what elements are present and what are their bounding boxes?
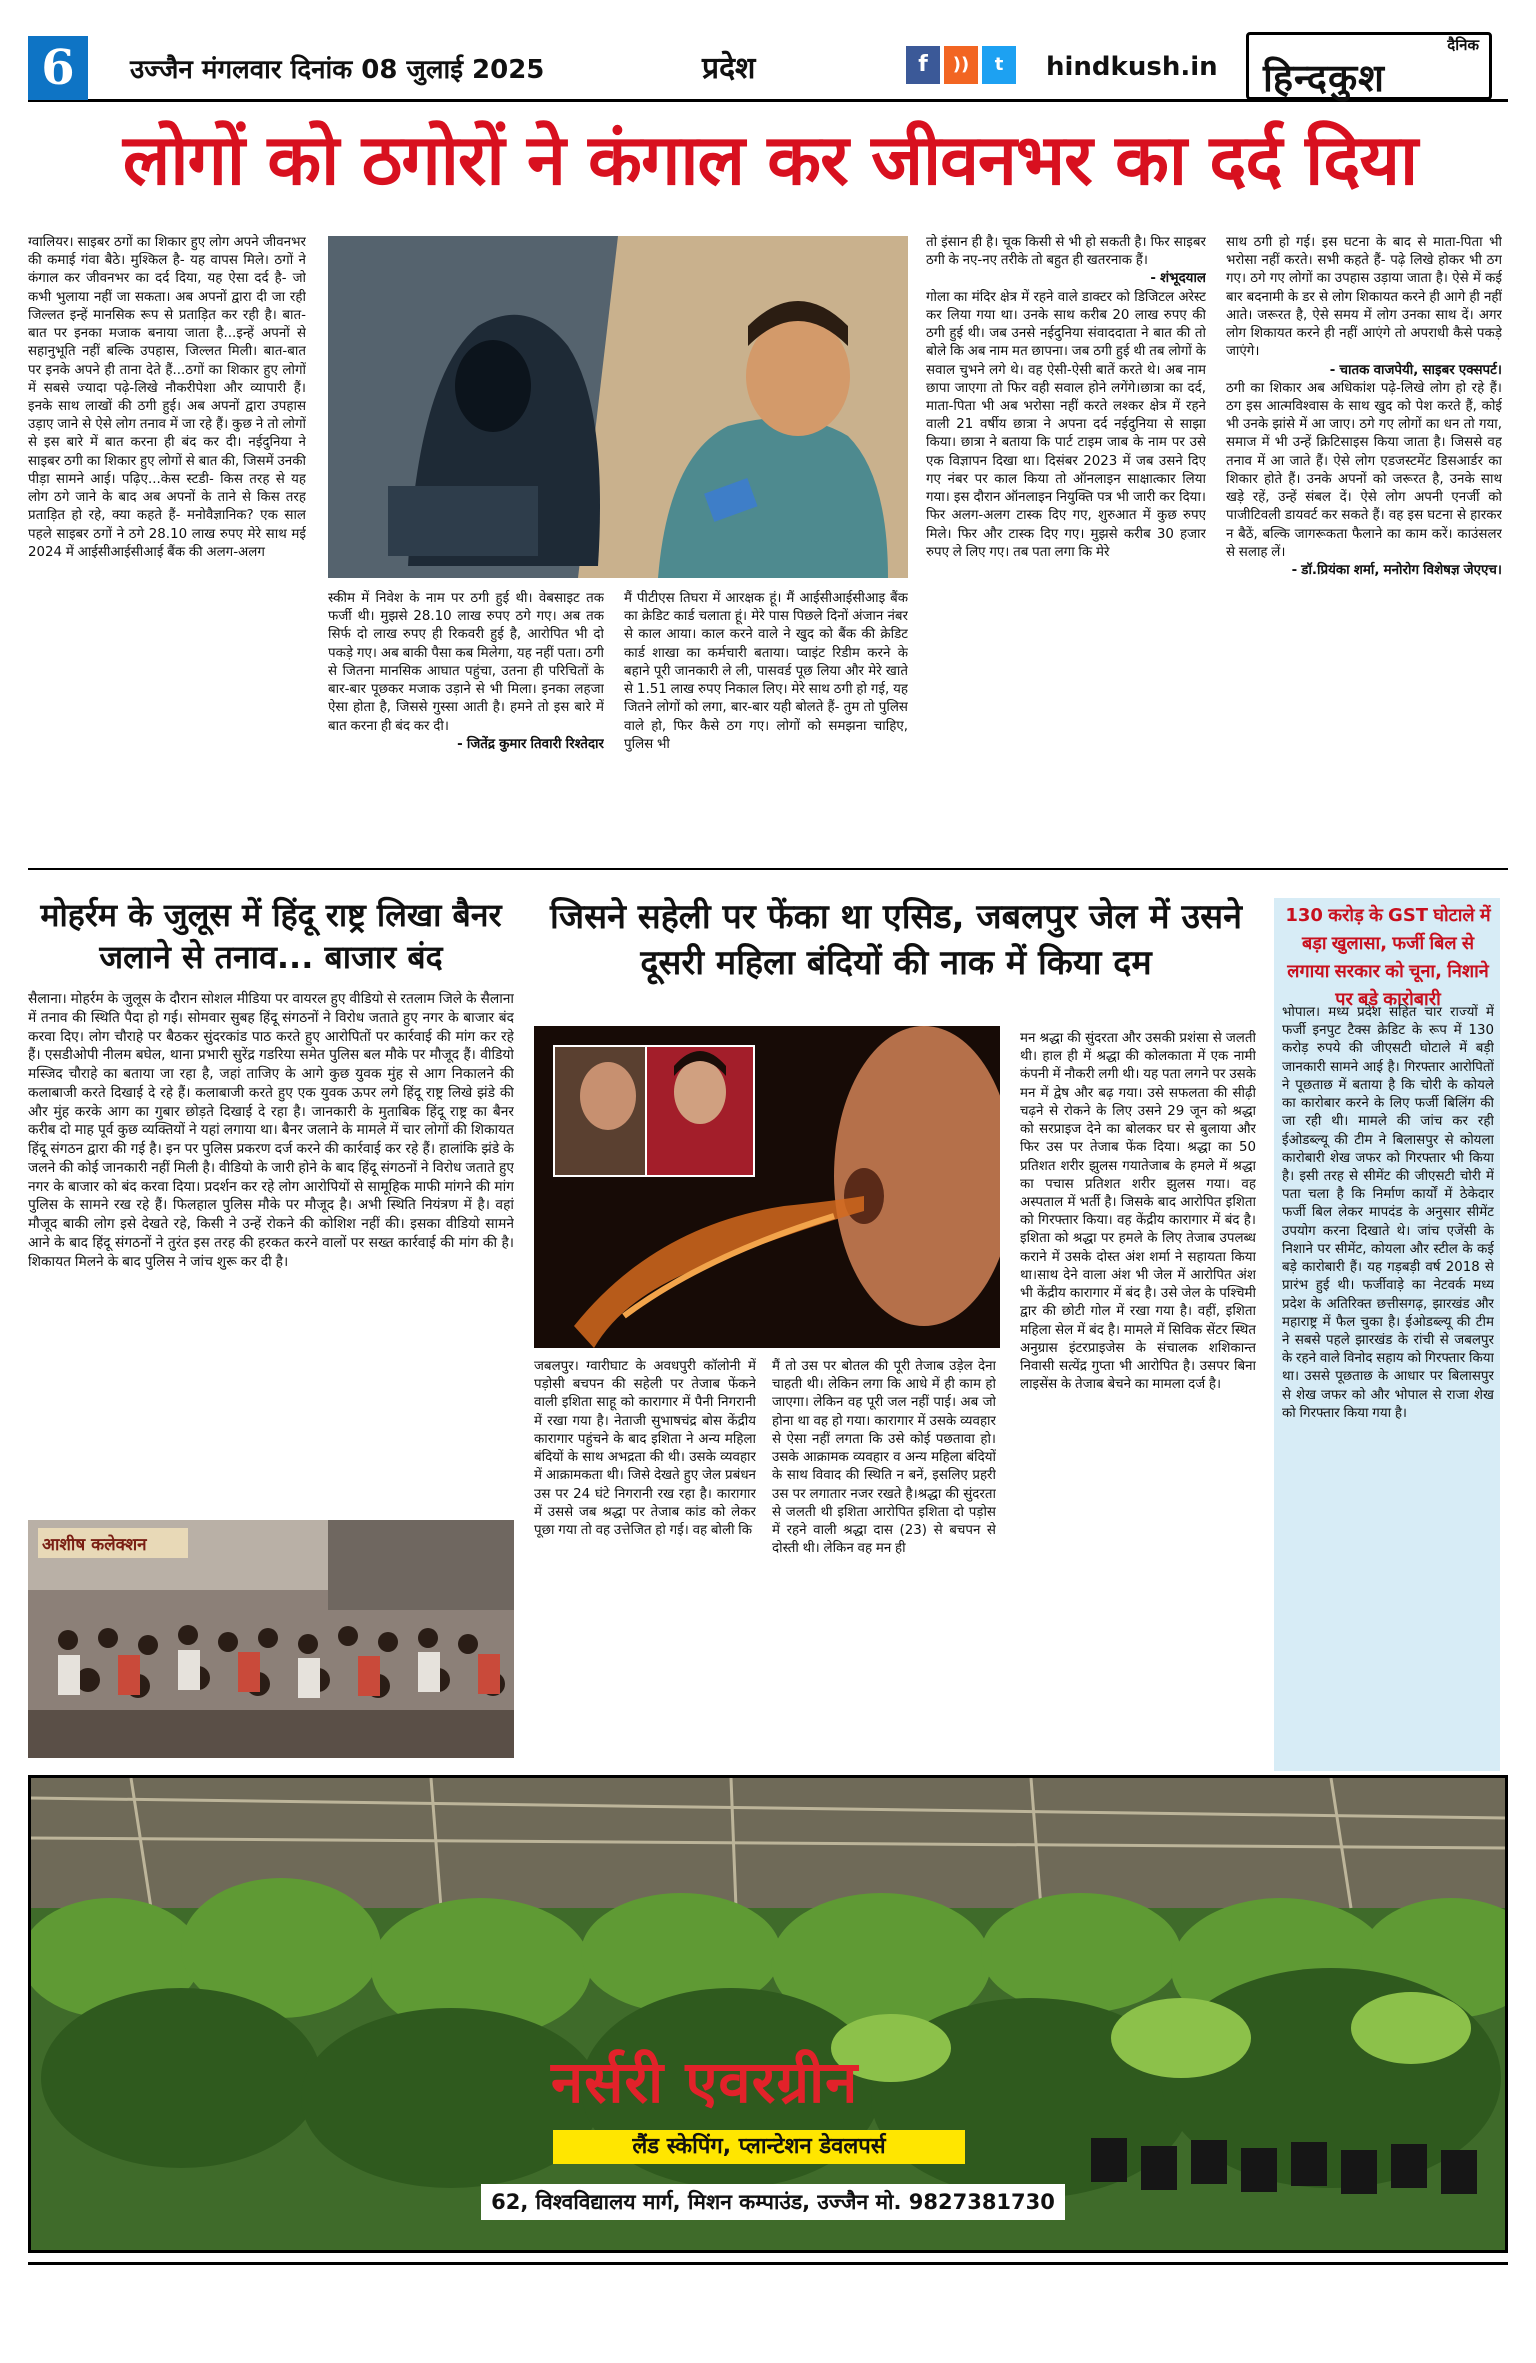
jabalpur-col1: जबलपुर। ग्वारीघाट के अवधपुरी कॉलोनी में पड़ोसी बचपन की सहेली पर तेजाब फेंकने वाली इशिता साहू को कारागार में पैनी निगरानी में रखा गया है। नेताजी सुभाषचंद्र बोस केंद्रीय कारागार पहुंचने के बाद इशिता ने अन्य महिला बंदियों के साथ अभद्रता की थी। उसके व्यवहार में आक्रामकता थी। जिसे देखते हुए जेल प्रबंधन उस पर 24 घंटे निगरानी रख रहा है। कारागार में उससे जब श्रद्धा पर तेजाब कांड को लेकर पूछा गया तो वह उत्तेजित हो गई। वह बोली कि — [534, 1359, 756, 1538]
main-story-col5 — [1226, 234, 1502, 856]
jabalpur-headline: जिसने सहेली पर फेंका था एसिड, जबलपुर जेल में उसने दूसरी महिला बंदियों की नाक में किया दम — [550, 897, 1242, 984]
section-title: प्रदेश — [702, 51, 756, 86]
ratlam-body: सैलाना। मोहर्रम के जुलूस के दौरान सोशल मीडिया पर वायरल हुए वीडियो से रतलाम जिले के सैलाना में तनाव की स्थिति पैदा हो गई। सोमवार सुबह हिंदू संगठनों ने विरोध जताते हुए नगर के बाजार बंद करवा दिए। लोग चौराहे पर बैठकर सुंदरकांड पाठ करते हुए आरोपितों पर कार्रवाई की मांग कर रहे हैं। एसडीओपी नीलम बघेल, थाना प्रभारी सुरेंद्र गडरिया समेत पुलिस बल मौके पर मौजूद हैं। वीडियो मस्जिद चौराहे का बताया जा रहा है, जहां ताजिए के आगे कुछ युवक मुंह से आग निकालने की कलाबाजी करते दिखाई दे रहे हैं। कलाबाजी करते हुए एक युवक ऊपर लगे हिंदू राष्ट्र लिखे झंडे की और मुंह करके आग का गुबार छोड़ते दिखाई दे रहा है। जानकारी के मुताबिक हिंदू राष्ट्र का बैनर करीब दो माह पूर्व कुछ व्यक्तियों ने यहां लगाया था। बैनर जलाने के मामले में चार लोगों की शिकायत हिंदू संगठन द्वारा की गई है। इन पर पुलिस प्रकरण दर्ज करने की कार्रवाई कर रहे हैं। हालांकि झंडे के जलने की कोई जानकारी नहीं मिली है। वीडियो के जारी होने के बाद हिंदू संगठनों ने विरोध जताते हुए नगर के बाजार को बंद करवा दिया। प्रदर्शन कर रहे लोग आरोपियों से सामूहिक माफी मांगने की मांग पुलिस के सामने रख रहे हैं। फिलहाल पुलिस मौके पर मौजूद है। अभी स्थिति नियंत्रण में है। वहां मौजूद बाकी लोग इसे देखते रहे, किसी ने उन्हें रोकने की कोशिश नहीं की। इसका वीडियो सामने आने के बाद हिंदू संगठनों ने तुरंत इस तरह की हरकत करने वालों पर सख्त कार्रवाई की मांग की है। शिकायत मिलने के बाद पुलिस ने जांच शुरू कर दी है। — [28, 991, 514, 1270]
main-story-image — [328, 236, 908, 578]
nursery-advertisement[interactable] — [28, 1775, 1508, 2253]
gst-headline: 130 करोड़ के GST घोटाले में बड़ा खुलासा, फर्जी बिल से लगाया सरकार को चूना, निशाने पर बड़े कारोबारी — [1285, 905, 1491, 1010]
jabalpur-col3: मन श्रद्धा की सुंदरता और उसकी प्रशंसा से जलती थी। हाल ही में श्रद्धा की कोलकाता में एक नामी कंपनी में नौकरी लगी थी। यह पता लगने पर उसके मन में द्वेष और बढ़ गया। उसे सफलता की सीढ़ी चढ़ने से रोकने के लिए उसने 29 जून को श्रद्धा को सरप्राइज देने का बोलकर घर से बुलाया और फिर उस पर तेजाब फेंक दिया। श्रद्धा का 50 प्रतिशत शरीर झुलस गयातेजाब के हमले में श्रद्धा का पचास प्रतिशत शरीर झुलस गया। वह अस्पताल में भर्ती है। जिसके बाद आरोपित इशिता को गिरफ्तार किया। वह केंद्रीय कारागार में बंद है। इशिता को श्रद्धा पर हमले के लिए तेजाब उपलब्ध कराने में उसके दोस्त अंश शर्मा ने सहायता किया था।साथ देने वाला अंश भी जेल में आरोपित अंश भी केंद्रीय कारागार में बंद है। उसे जेल के पश्चिमी द्वार की छोटी गोल में रखा गया है। वहीं, इशिता महिला सेल में बंद है। मामले में सिविक सेंटर स्थित अनुग्रास इंटरप्राइजेस के संचालक शशिकान्त निवासी सत्येंद्र गुप्ता भी आरोपित है। उसपर बिना लाइसेंस के तेजाब बेचने का मामला दर्ज है। — [1020, 1031, 1256, 1393]
cyber-fraud-illustration — [328, 236, 908, 578]
jabalpur-photo — [534, 1026, 1000, 1348]
logo-small-text: दैनिक — [1447, 36, 1479, 54]
main-col5-text: साथ ठगी हो गई। इस घटना के बाद से माता-पिता भी भरोसा नहीं करते। सभी कहते हैं- पढ़े लिखे होकर भी ठग गए। ठगे गए लोगों का उपहास उड़ाया जाता है। ऐसे में कई बार बदनामी के डर से लोग शिकायत करने ही आगे ही नहीं आते। जरूरत है, ऐसे समय में लोग उनका साथ दें। अगर लोग शिकायत करने ही नहीं आएंगे तो अपराधी कैसे पकड़े जाएंगे। — [1226, 235, 1502, 360]
main-col2-signature: - जितेंद्र कुमार तिवारी रिश्तेदार — [457, 736, 604, 752]
section-divider — [28, 868, 1508, 870]
newspaper-logo — [1246, 32, 1492, 100]
dateline: उज्जैन मंगलवार दिनांक 08 जुलाई 2025 — [130, 55, 545, 85]
ad-address: 62, विश्वविद्यालय मार्ग, मिशन कम्पाउंड, उज्जैन मो. 9827381730 — [481, 2184, 1065, 2220]
gst-body: भोपाल। मध्य प्रदेश सहित चार राज्यों में फर्जी इनपुट टैक्स क्रेडिट के रूप में 130 करोड़ रुपये की जीएसटी घोटाले में बड़ी जानकारी सामने आई है। गिरफ्तार आरोपितों ने पूछताछ में बताया है कि चोरी के कोयले का कारोबार करने के लिए फर्जी बिलिंग की जा रही थी। मामले की जांच कर रही ईओडब्ल्यू की टीम ने बिलासपुर से कोयला कारोबारी शेख जफर को गिरफ्तार भी किया है। इसी तरह से सीमेंट की जीएसटी चोरी में पता चला है कि निर्माण कार्यों में ठेकेदार फर्जी बिल लेकर मापदंड के अनुसार सीमेंट उपयोग करना दिखाते थे। जांच एजेंसी के निशाने पर सीमेंट, कोयला और स्टील के कई बड़े कारोबारी हैं। यह गड़बड़ी वर्ष 2018 से प्रारंभ हुई थी। फर्जीवाड़े का नेटवर्क मध्य प्रदेश के अतिरिक्त छत्तीसगढ़, झारखंड और महाराष्ट्र में फैल चुका है। ईओडब्ल्यू की टीम ने सबसे पहले झारखंड के रांची से जबलपुर के रहने वाले विनोद सहाय को गिरफ्तार किया था। उससे पूछताछ के आधार पर बिलासपुर से शेख जफर को और भोपाल से राजा शेख को गिरफ्तार किया गया है। — [1282, 1005, 1494, 1421]
logo-main-text: हिन्दकुश — [1263, 56, 1385, 100]
main-story-col2 — [328, 590, 604, 852]
page-number: 6 — [28, 36, 88, 100]
twitter-icon[interactable]: t — [982, 46, 1016, 84]
ratlam-headline: मोहर्रम के जुलूस में हिंदू राष्ट्र लिखा बैनर जलाने से तनाव... बाजार बंद — [40, 896, 502, 977]
main-col5-text-b: ठगी का शिकार अब अधिकांश पढ़े-लिखे लोग हो रहे हैं। ठग इस आत्मविश्वास के साथ खुद को पेश करते हैं, कोई भी उनके झांसे में आ जाए। ठगे गए लोगों का धन तो गया, समाज में भी उन्हें क्रिटिसाइस किया जाता है। जिससे वह तनाव में आ जाते हैं। ऐसे लोग एडजस्टमेंट डिसआर्डर का शिकार होते हैं। उनके अपनों को जरूरत है, उनके साथ खड़े रहें, उन्हें संबल दें। ऐसे लोग अपनी एनर्जी को पाजीटिवली डायवर्ट कर सकते हैं। वह इस घटना से हारकर न बैठें, बल्कि जागरूकता फैलाने का काम करें। काउंसलर से सलाह लें। — [1226, 380, 1502, 560]
nursery-photo — [31, 1778, 1505, 2250]
main-col5b-signature: - डॉ.प्रियंका शर्मा, मनोरोग विशेषज्ञ जेएएच। — [1291, 562, 1502, 578]
main-story-col3: मैं पीटीएस तिघरा में आरक्षक हूं। मैं आईसीआईसीआइ बैंक का क्रेडिट कार्ड चलाता हूं। मेरे पास पिछले दिनों अंजान नंबर से काल आया। काल करने वाले ने खुद को बैंक की क्रेडिट कार्ड शाखा का कर्मचारी बताया। प्वाइंट रिडीम करने के बहाने पूरी जानकारी ले ली, पासवर्ड पूछ लिया और मेरे खाते से 1.51 लाख रुपए निकाल लिए। मेरे साथ ठगी हो गई, यह जितने लोगों को लगा, बार-बार यही बोलते हैं- तुम तो पुलिस वाले हो, फिर कैसे ठग गए। लोगों को समझना चाहिए, पुलिस भी — [624, 591, 908, 752]
rss-icon[interactable]: )) — [944, 46, 978, 84]
jabalpur-col2: मैं तो उस पर बोतल की पूरी तेजाब उड़ेल देना चाहती थी। लेकिन लगा कि आधे में ही काम हो जाएगा। लेकिन वह पूरी जल नहीं पाई। अब जो होना था वह हो गया। कारागार में उसके व्यवहार से ऐसा नहीं लगता कि उसे कोई पछतावा हो। उसके आक्रामक व्यवहार व अन्य महिला बंदियों के साथ विवाद की स्थिति न बनें, इसलिए प्रहरी उस पर लगातार नजर रखते है।श्रद्धा की सुंदरता से जलती थी इशिता आरोपित इशिता दो पड़ोस में रहने वाली श्रद्धा दास (23) से बचपन से दोस्ती थी। लेकिन वह मन ही — [772, 1359, 996, 1557]
main-col4-text-b: गोला का मंदिर क्षेत्र में रहने वाले डाक्टर को डिजिटल अरेस्ट कर लिया गया था। उनके साथ करीब 20 लाख रुपए की ठगी हुई थी। जब उनसे नईदुनिया संवाददाता ने बात की तो बोले कि अब नाम मत छापना। जब ठगी हुई थी तब लोगों के सवाल चुभने लगे थे। वह ऐसी-ऐसी बातें करते थे। अब नाम छापा जाएगा तो फिर वही सवाल होने लगेंगे।छात्रा का दर्द, माता-पिता भी अब भरोसा नहीं करते लश्कर क्षेत्र में रहने वाली 21 वर्षीय छात्रा ने अपना दर्द नईदुनिया से साझा किया। छात्रा ने बताया कि पार्ट टाइम जाब के नाम पर उसे एक विज्ञापन दिखा था। दिसंबर 2023 में जब उसने दिए गए नंबर पर काल किया तो ऑनलाइन साक्षात्कार लिया गया। इस दौरान ऑनलाइन नियुक्ति पत्र भी जारी कर दिया। फिर अलग-अलग टास्क दिए गए, शुरुआत में कुछ रुपए मिले। फिर और टास्क दिए गए। मुझसे करीब 30 हजार रुपए ले लिए गए। तब पता लगा कि मेरे — [926, 289, 1206, 560]
main-story-col4 — [926, 234, 1206, 856]
ratlam-photo — [28, 1520, 514, 1758]
main-headline: लोगों को ठगोरों ने कंगाल कर जीवनभर का दर्द दिया — [122, 119, 1418, 201]
main-story-col1: ग्वालियर। साइबर ठगों का शिकार हुए लोग अपने जीवनभर की कमाई गंवा बैठे। मुश्किल है- यह वापस मिले। ठगों ने कंगाल कर जीवनभर का दर्द दिया, यह ऐसा दर्द है- जो कभी भुलाया नहीं जा सकता। अब अपनों द्वारा दी जा रही जिल्लत इन्हें मानसिक रूप से प्रताड़ित कर रही है। बात-बात पर इनका मजाक बनाया जाता है...इन्हें अपनों से सहानुभूति नहीं बल्कि उपहास, जिल्लत मिली। बात-बात पर इनके अपने ही ताना देते हैं...ठगों का शिकार हुए लोगों में सबसे ज्यादा पढ़े-लिखे नौकरीपेशा और व्यापारी हैं। इनके साथ लाखों की ठगी हुई। अब अपनों द्वारा उपहास उड़ाए जाने से ऐसे लोग तनाव में जा रहे हैं। कुछ ने तो लोगों से इस बारे में बात करना ही बंद कर दी। नईदुनिया ने साइबर ठगी का शिकार हुए लोगों से बात की, जिसमें उनकी पीड़ा सामने आई। पढ़िए...केस स्टडी- किस तरह से यह लोग ठगे जाने के बाद अब अपनों के ताने से किस तरह प्रताड़ित हो रहे, क्या कहते हैं- मनोवैज्ञानिक? एक साल पहले साइबर ठगों ने ठगे 28.10 लाख रुपए मेरे साथ मई 2024 में आईसीआईसीआई बैंक की अलग-अलग — [28, 235, 306, 560]
page-footer-rule — [28, 2262, 1508, 2265]
main-col5-signature: - चातक वाजपेयी, साइबर एक्सपर्ट। — [1329, 362, 1502, 378]
ad-title: नर्सरी एवरग्रीन — [551, 2048, 859, 2116]
shop-sign-text: आशीष कलेक्शन — [42, 1535, 147, 1555]
crowd-photo — [28, 1520, 514, 1758]
acid-attack-illustration — [534, 1026, 1000, 1348]
facebook-icon[interactable]: f — [906, 46, 940, 84]
site-url[interactable]: hindkush.in — [1046, 52, 1218, 82]
ad-subtitle: लैंड स्केपिंग, प्लान्टेशन डेवलपर्स — [553, 2130, 965, 2164]
main-col4-signature: - शंभूदयाल — [1150, 271, 1206, 287]
main-col2-text: स्कीम में निवेश के नाम पर ठगी हुई थी। वेबसाइट तक फर्जी थी। मुझसे 28.10 लाख रुपए ठगे गए। अब तक सिर्फ दो लाख रुपए ही रिकवरी हुई है, आरोपित भी दो पकड़े गए। अब बाकी पैसा कब मिलेगा, यह नहीं पता। ठगी से जितना मानसिक आघात पहुंचा, उतना ही परिचितों के बार-बार पूछकर मजाक उड़ाने से भी मिला। इनका लहजा ऐसा होता है, जिससे गुस्सा आती है। हमने तो इस बारे में बात करना ही बंद कर दी। — [328, 591, 604, 734]
main-col4-text-a: तो इंसान ही है। चूक किसी से भी हो सकती है। फिर साइबर ठगी के नए-नए तरीके तो बहुत ही खतरनाक हैं। — [926, 235, 1206, 269]
